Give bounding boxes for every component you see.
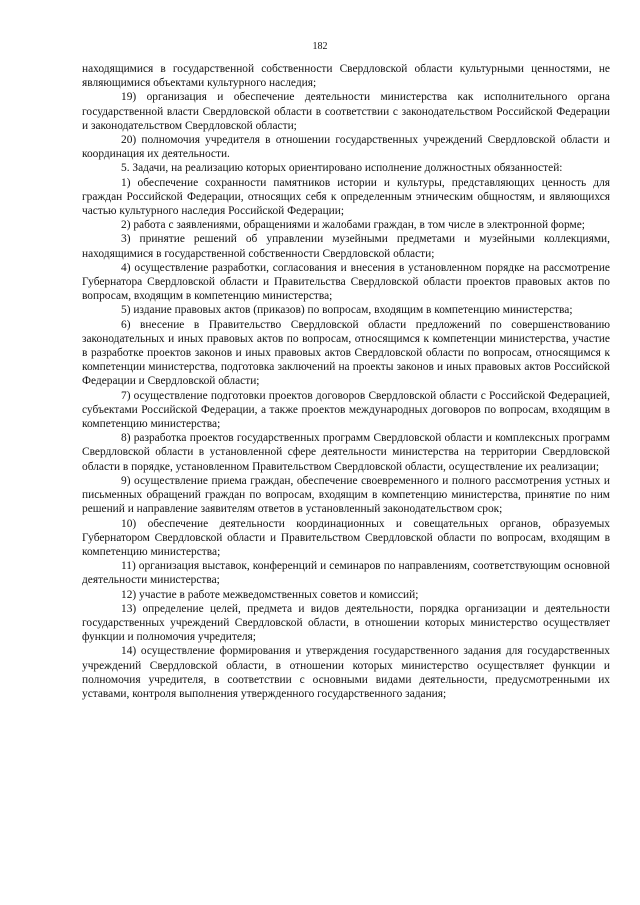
document-body: [82, 62, 610, 701]
paragraph-task-10: 10) обеспечение деятельности координационных и совещательных органов, образуемых Губернатором Свердловской области и Правительством Свердловской области по вопросам, входящим в компетенцию министерства;: [82, 517, 610, 558]
page-number: 182: [312, 41, 328, 52]
paragraph-continuation: находящимися в государственной собственности Свердловской области культурными ценностями, не являющимися объектами культурного наследия;: [82, 63, 610, 90]
paragraph-task-2: 2) работа с заявлениями, обращениями и жалобами граждан, в том числе в электронной форме;: [121, 219, 585, 232]
paragraph-task-4: 4) осуществление разработки, согласования и внесения в установленном порядке на рассмотрение Губернатора Свердловской области и Правительства Свердловской области проектов правовых актов по вопросам, входящим в компетенцию министерства;: [82, 261, 610, 303]
paragraph-section-5: 5. Задачи, на реализацию которых ориентировано исполнение должностных обязанностей:: [121, 162, 563, 175]
paragraph-item-20: 20) полномочия учредителя в отношении государственных учреждений Свердловской области и координация их деятельности.: [82, 134, 610, 161]
paragraph-task-3: 3) принятие решений об управлении музейными предметами и музейными коллекциями, находящимися в государственной собственности Свердловской области;: [82, 233, 610, 260]
paragraph-task-5: 5) издание правовых актов (приказов) по вопросам, входящим в компетенцию министерства;: [121, 304, 573, 317]
paragraph-task-7: 7) осуществление подготовки проектов договоров Свердловской области с Российской Федерацией, субъектами Российской Федерации, а также проектов международных договоров по вопросам, входящим в компетенцию министерства;: [82, 389, 610, 431]
paragraph-task-1: 1) обеспечение сохранности памятников истории и культуры, представляющих ценность для граждан Российской Федерации, относящих себя к определенным этническим общностям, и являющихся частью культурного наследия Российской Федерации;: [82, 176, 610, 218]
paragraph-task-6: 6) внесение в Правительство Свердловской области предложений по совершенствованию законодательных и иных правовых актов по вопросам, относящимся к компетенции министерства, участие в разработке проектов законов и иных правовых актов Свердловской области по вопросам, относящимся к компетенции министерства, подготовка заключений на проекты законов и иных правовых актов Российской Федерации и Свердловской области;: [82, 318, 610, 388]
paragraph-task-11: 11) организация выставок, конференций и семинаров по направлениям, соответствующим основной деятельности министерства;: [82, 560, 610, 587]
paragraph-task-13: 13) определение целей, предмета и видов деятельности, порядка организации и деятельности государственных учреждений Свердловской области, в отношении которых министерство осуществляет функции и полномочия учредителя;: [82, 602, 610, 644]
paragraph-task-9: 9) осуществление приема граждан, обеспечение своевременного и полного рассмотрения устных и письменных обращений граждан по вопросам, входящим в компетенцию министерства, принятие по ним решений и направление заявителям ответов в установленный законодательством срок;: [82, 474, 610, 516]
paragraph-task-8: 8) разработка проектов государственных программ Свердловской области и комплексных программ Свердловской области в установленной сфере деятельности министерства на территории Свердловской области в порядке, установленном Правительством Свердловской области, осуществление их реализации;: [82, 432, 610, 473]
paragraph-task-14: 14) осуществление формирования и утверждения государственного задания для государственных учреждений Свердловской области, в отношении которых министерство осуществляет функции и полномочия учредителя, в соответствии с основными видами деятельности, предусмотренными их уставами, контроля выполнения утвержденного государственного задания;: [82, 645, 610, 700]
paragraph-task-12: 12) участие в работе межведомственных советов и комиссий;: [121, 588, 419, 601]
paragraph-item-19: 19) организация и обеспечение деятельности министерства как исполнительного органа государственной власти Свердловской области в соответствии с законодательством Российской Федерации и законодательством Свердловской области;: [82, 91, 610, 132]
